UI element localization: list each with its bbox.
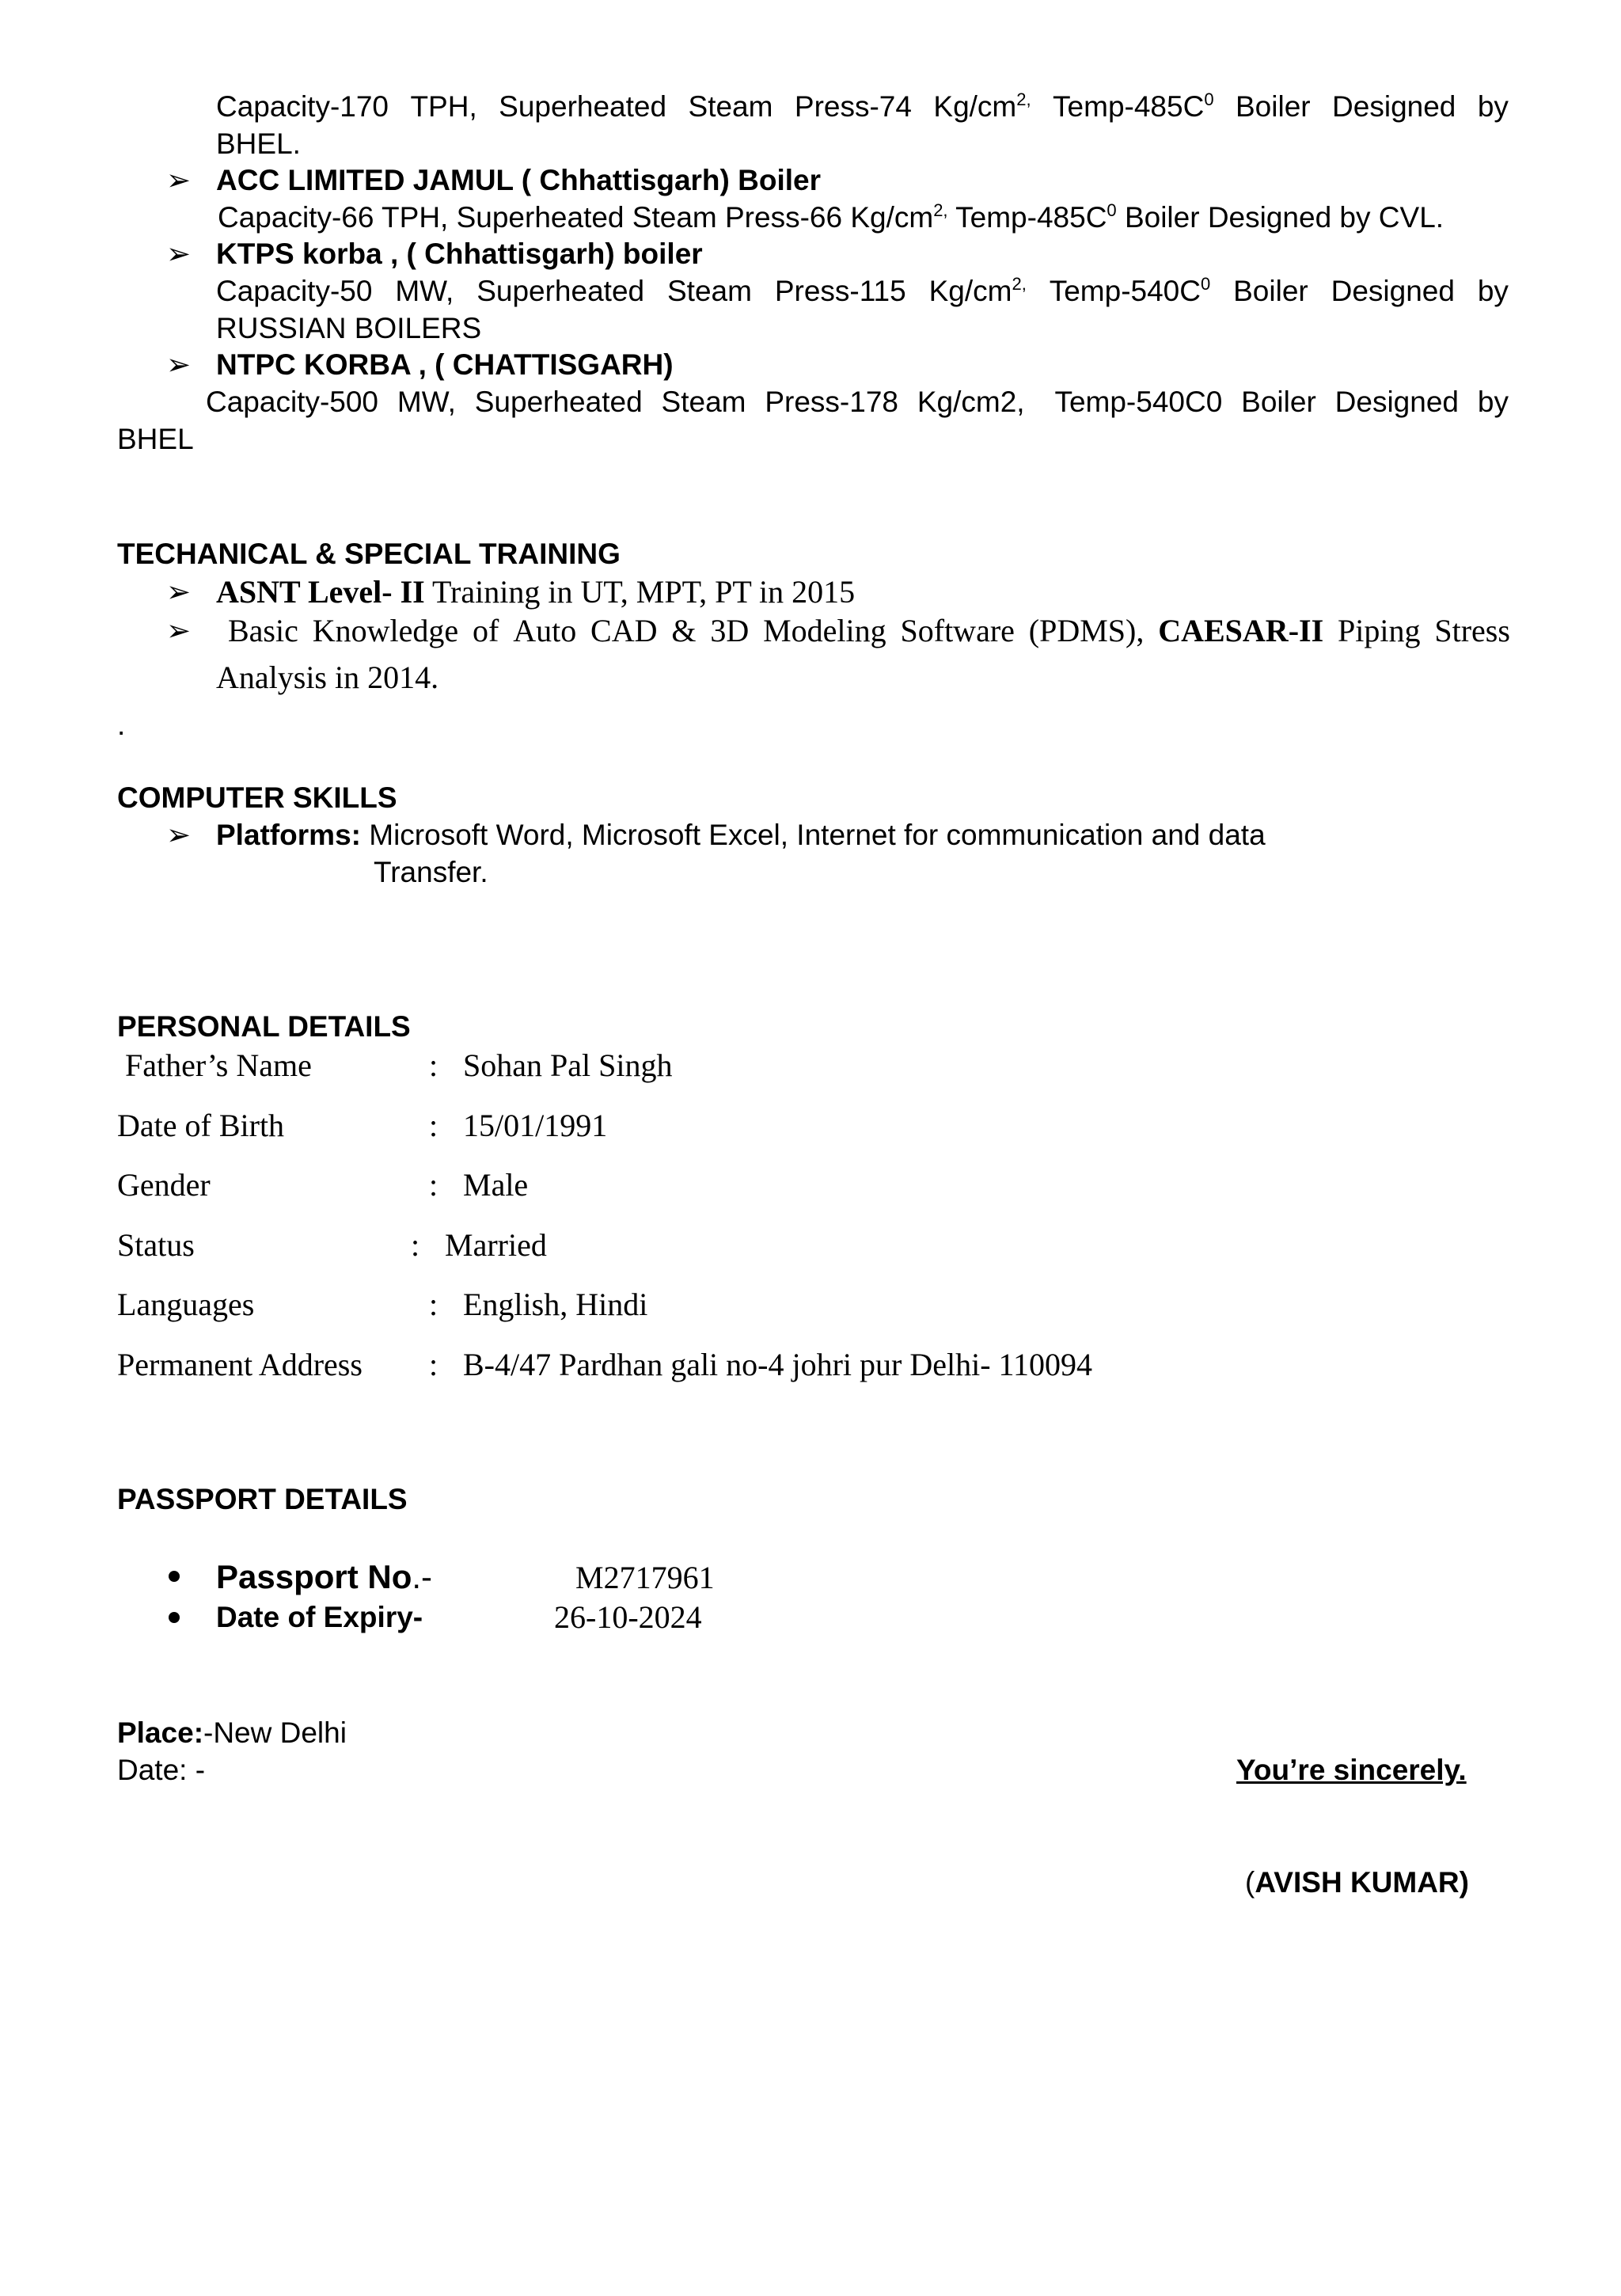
personal-label-dob: Date of Birth [117, 1108, 285, 1143]
boiler-1-title: ACC LIMITED JAMUL ( Chhattisgarh) Boiler [216, 164, 821, 196]
personal-label-address: Permanent Address [117, 1347, 363, 1382]
passport-expiry-label: Date of Expiry- [216, 1601, 423, 1633]
personal-colon: : [429, 1167, 438, 1203]
training-item-asnt: ASNT Level- II Training in UT, MPT, PT in 2015 [216, 574, 856, 610]
place-line: Place:-New Delhi [117, 1716, 347, 1749]
training-item-cad-line-2: Analysis in 2014. [216, 660, 439, 695]
boiler-2-line-2: RUSSIAN BOILERS [216, 312, 482, 344]
boiler-0-line-2: BHEL. [216, 127, 301, 160]
personal-colon: : [411, 1227, 420, 1263]
passport-no-value: M2717961 [575, 1560, 715, 1595]
arrow-bullet-icon: ➢ [166, 237, 192, 271]
arrow-bullet-icon: ➢ [166, 348, 192, 382]
bullet-dot-icon [169, 1612, 180, 1623]
personal-label-fathers-name: Father’s Name [125, 1047, 312, 1083]
personal-label-status: Status [117, 1227, 195, 1263]
personal-colon: : [429, 1287, 438, 1322]
passport-no-label: Passport No.- [216, 1558, 433, 1595]
bullet-dot-icon [169, 1571, 180, 1582]
signature-name: (AVISH KUMAR) [1245, 1866, 1469, 1899]
platforms-line-2: Transfer. [374, 856, 488, 888]
passport-details-heading: PASSPORT DETAILS [117, 1483, 408, 1515]
closing-salutation: You’re sincerely. [1236, 1754, 1467, 1786]
boiler-3-title: NTPC KORBA , ( CHATTISGARH) [216, 348, 674, 381]
personal-details-heading: PERSONAL DETAILS [117, 1010, 411, 1043]
boiler-2-title: KTPS korba , ( Chhattisgarh) boiler [216, 238, 703, 270]
personal-value-gender: Male [463, 1167, 529, 1203]
personal-colon: : [429, 1347, 438, 1382]
personal-value-address: B-4/47 Pardhan gali no-4 johri pur Delhi- 110094 [463, 1347, 1093, 1382]
arrow-bullet-icon: ➢ [166, 163, 192, 197]
personal-value-fathers-name: Sohan Pal Singh [463, 1047, 673, 1083]
computer-skills-heading: COMPUTER SKILLS [117, 781, 397, 814]
training-item-cad-line-1: Basic Knowledge of Auto CAD & 3D Modeling Software (PDMS), CAESAR-II Piping Stress [228, 613, 1510, 648]
boiler-2-line-1: Capacity-50 MW, Superheated Steam Press-115 $Kg/cm^{2,}$ Temp-$540C^0$ Boiler Designed by [216, 274, 1509, 307]
date-line: Date: - [117, 1754, 206, 1786]
personal-colon: : [429, 1108, 438, 1143]
personal-value-languages: English, Hindi [463, 1287, 648, 1322]
personal-value-dob: 15/01/1991 [463, 1108, 608, 1143]
personal-label-languages: Languages [117, 1287, 255, 1322]
boiler-0-line-1: Capacity-170 TPH, Superheated Steam Press-74 $Kg/cm^{2,}$ Temp-$485C^0$ Boiler Designed by [216, 89, 1509, 123]
training-heading: TECHANICAL & SPECIAL TRAINING [117, 538, 621, 570]
arrow-bullet-icon: ➢ [166, 818, 192, 852]
boiler-3-line-1: Capacity-500 MW, Superheated Steam Press-178 Kg/cm2, Temp-540C0 Boiler Designed by [206, 386, 1509, 418]
stray-dot: . [117, 709, 126, 741]
arrow-bullet-icon: ➢ [166, 575, 192, 609]
boiler-1-details: Capacity-66 TPH, Superheated Steam Press-66 $Kg/cm^{2,}$ Temp-$485C^0$ Boiler Designed by CVL. [218, 200, 1444, 234]
personal-label-gender: Gender [117, 1167, 211, 1203]
personal-colon: : [429, 1047, 438, 1083]
platforms-line-1: Platforms: Microsoft Word, Microsoft Excel, Internet for communication and data [216, 819, 1266, 851]
passport-expiry-value: 26-10-2024 [554, 1599, 702, 1635]
arrow-bullet-icon: ➢ [166, 614, 192, 648]
personal-value-status: Married [445, 1227, 547, 1263]
boiler-3-line-2: BHEL [117, 423, 194, 455]
